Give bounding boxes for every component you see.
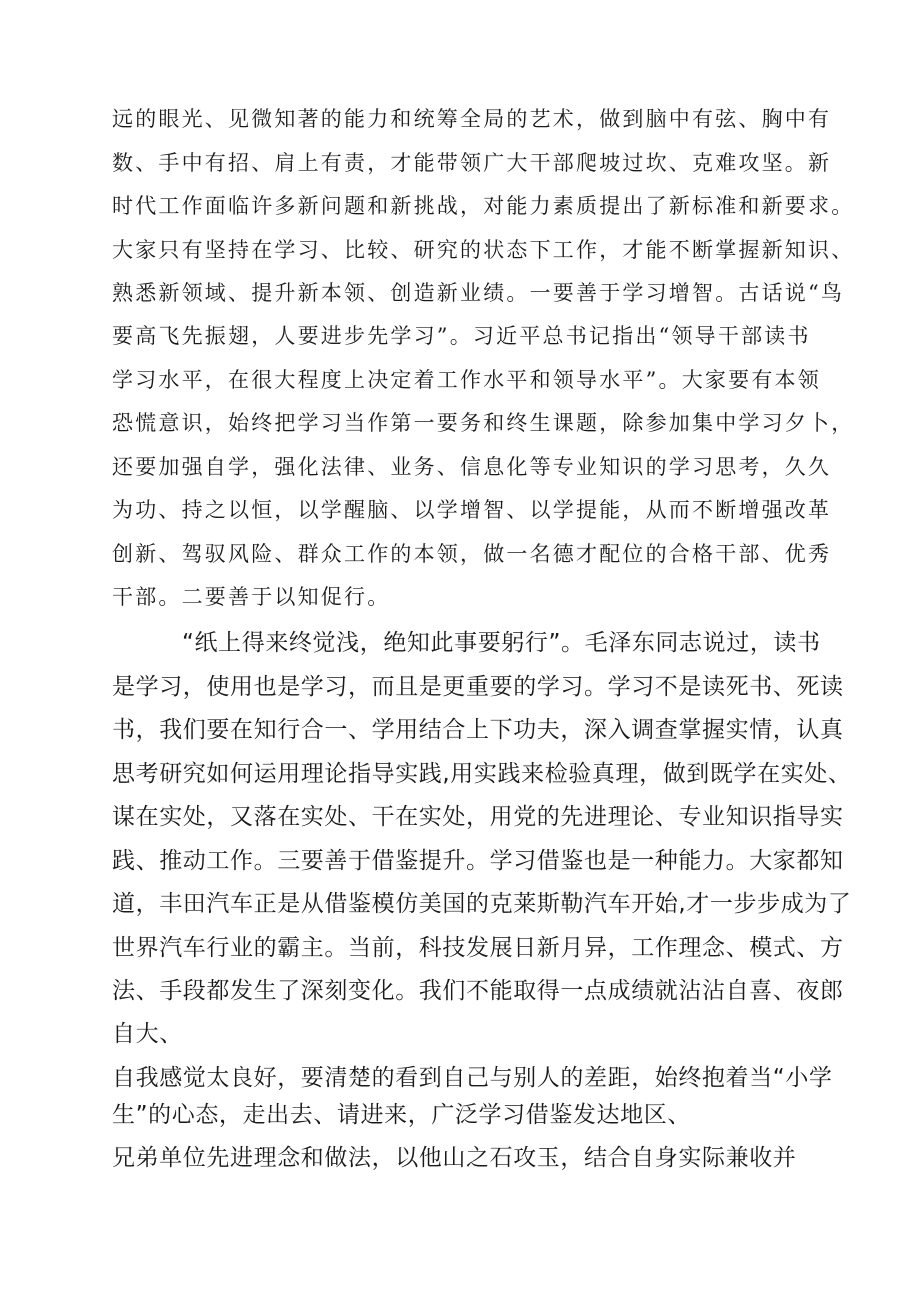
para2-line-3: 书，我们要在知行合一、学用结合上下功夫，深入调查掌握实情，认真 [112, 717, 844, 743]
para1-line-2: 数、手中有招、肩上有责，才能带领广大干部爬坡过坎、克难攻坚。新 [112, 151, 832, 175]
para2-line-2: 是学习，使用也是学习，而且是更重要的学习。学习不是读死书、死读 [112, 674, 844, 700]
para2-line-4: 思考研究如何运用理论指导实践,用实践来检验真理，做到既学在实处、 [112, 761, 852, 787]
para2-line-10: 自大、 [112, 1021, 183, 1047]
para1-line-12: 干部。二要善于以知促行。 [112, 585, 391, 609]
para2-line-9: 法、手段都发生了深刻变化。我们不能取得一点成绩就沾沾自喜、夜郎 [112, 978, 844, 1004]
para1-line-4: 大家只有坚持在学习、比较、研究的状态下工作，才能不断掌握新知识、 [112, 238, 855, 262]
para2-line-13: 兄弟单位先进理念和做法，以他山之石攻玉，结合自身实际兼收并 [112, 1145, 797, 1171]
para1-line-6: 要高飞先振翅，人要进步先学习”。习近平总书记指出“领导干部读书 [112, 324, 811, 348]
para2-line-8: 世界汽车行业的霸主。当前，科技发展日新月异，工作理念、模式、方 [112, 935, 844, 961]
para1-line-11: 创新、驾驭风险、群众工作的本领，做一名德才配位的合格干部、优秀 [112, 542, 832, 566]
para1-line-10: 为功、持之以恒，以学醒脑、以学增智、以学提能，从而不断增强改革 [112, 498, 832, 522]
para1-line-7: 学习水平，在很大程度上决定着工作水平和领导水平”。大家要有本领 [112, 368, 821, 392]
para2-line-5: 谋在实处，又落在实处、干在实处，用党的先进理论、专业知识指导实 [112, 804, 844, 830]
para2-line-7: 道，丰田汽车正是从借鉴模仿美国的克莱斯勒汽车开始,才一步步成为了 [112, 891, 852, 917]
para1-line-8: 恐慌意识，始终把学习当作第一要务和终生课题，除参加集中学习夕卜， [112, 411, 855, 435]
para2-line-11: 自我感觉太良好，要清楚的看到自己与别人的差距，始终抱着当“小学 [112, 1065, 833, 1091]
para1-line-3: 时代工作面临许多新问题和新挑战，对能力素质提出了新标准和新要求。 [112, 194, 855, 218]
para1-line-9: 还要加强自学，强化法律、业务、信息化等专业知识的学习思考，久久 [112, 455, 832, 479]
para1-line-1: 远的眼光、见微知著的能力和统筹全局的艺术，做到脑中有弦、胸中有 [112, 107, 832, 131]
para2-line-12: 生”的心态，走出去、请进来，广泛学习借鉴发达地区、 [112, 1102, 691, 1128]
para2-line-1: “纸上得来终觉浅，绝知此事要躬行”。毛泽东同志说过，读书 [182, 630, 821, 656]
para2-line-6: 践、推动工作。三要善于借鉴提升。学习借鉴也是一种能力。大家都知 [112, 848, 844, 874]
para1-line-5: 熟悉新领域、提升新本领、创造新业绩。一要善于学习增智。古话说“鸟 [112, 281, 845, 305]
